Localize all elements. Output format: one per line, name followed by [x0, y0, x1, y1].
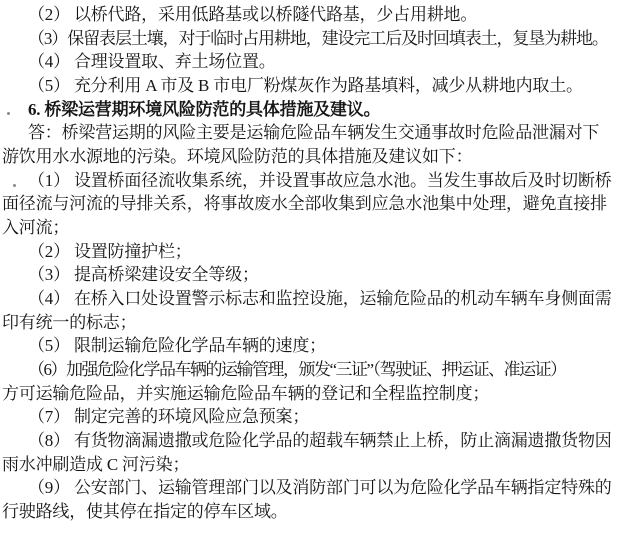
text-line: （7） 制定完善的环境风险应急预案；	[28, 407, 310, 427]
text-line: 面径流与河流的导排关系，将事故废水全部收集到应急水池集中处理，避免直接排	[2, 194, 607, 214]
text-line: （3） 提高桥梁建设安全等级；	[28, 265, 259, 285]
section-heading: 6. 桥梁运营期环境风险防范的具体措施及建议。	[28, 99, 381, 119]
answer-line: 答：桥梁营运期的风险主要是运输危险品车辆发生交通事故时危险品泄漏对下	[28, 123, 600, 143]
text-line: （5） 限制运输危险化学品车辆的速度；	[28, 336, 326, 356]
text-line: 游饮用水水源地的污染。环境风险防范的具体措施及建议如下：	[2, 147, 473, 167]
text-line: （6）加强危险化学品车辆的运输管理，颁发“三证”（驾驶证、押运证、准运证）	[28, 360, 566, 380]
text-line: 印有统一的标志；	[2, 312, 137, 332]
text-line: 行驶路线，使其停在指定的停车区域。	[2, 502, 288, 522]
text-line: （3）保留表层土壤，对于临时占用耕地，建设完工后及时回填表土，复垦为耕地。	[28, 28, 608, 48]
text-line: （5） 充分利用 A 市及 B 市电厂粉煤灰作为路基填料，减少从耕地内取土。	[28, 76, 583, 96]
scan-speck	[7, 112, 10, 115]
text-line: （8） 有货物滴漏遗撒或危险化学品的超载车辆禁止上桥，防止滴漏遗撒货物因	[28, 431, 612, 451]
text-line: （1） 设置桥面径流收集系统，并设置事故应急水池。当发生事故后及时切断桥	[28, 170, 612, 190]
scan-speck	[13, 184, 16, 187]
text-line: （9） 公安部门、运输管理部门以及消防部门可以为危险化学品车辆指定特殊的	[28, 478, 612, 498]
text-line: 方可运输危险品，并实施运输危险品车辆的登记和全程监控制度；	[2, 383, 490, 403]
text-line: 雨水冲刷造成 C 河污染；	[2, 454, 190, 474]
text-line: （4） 在桥入口处设置警示标志和监控设施，运输危险品的机动车辆车身侧面需	[28, 289, 612, 309]
text-line: （2） 以桥代路，采用低路基或以桥隧代路基，少占用耕地。	[28, 5, 478, 24]
text-line: （4） 合理设置取、弃土场位置。	[28, 52, 276, 72]
text-line: （2） 设置防撞护栏；	[28, 241, 192, 261]
text-line: 入河流；	[2, 218, 70, 238]
